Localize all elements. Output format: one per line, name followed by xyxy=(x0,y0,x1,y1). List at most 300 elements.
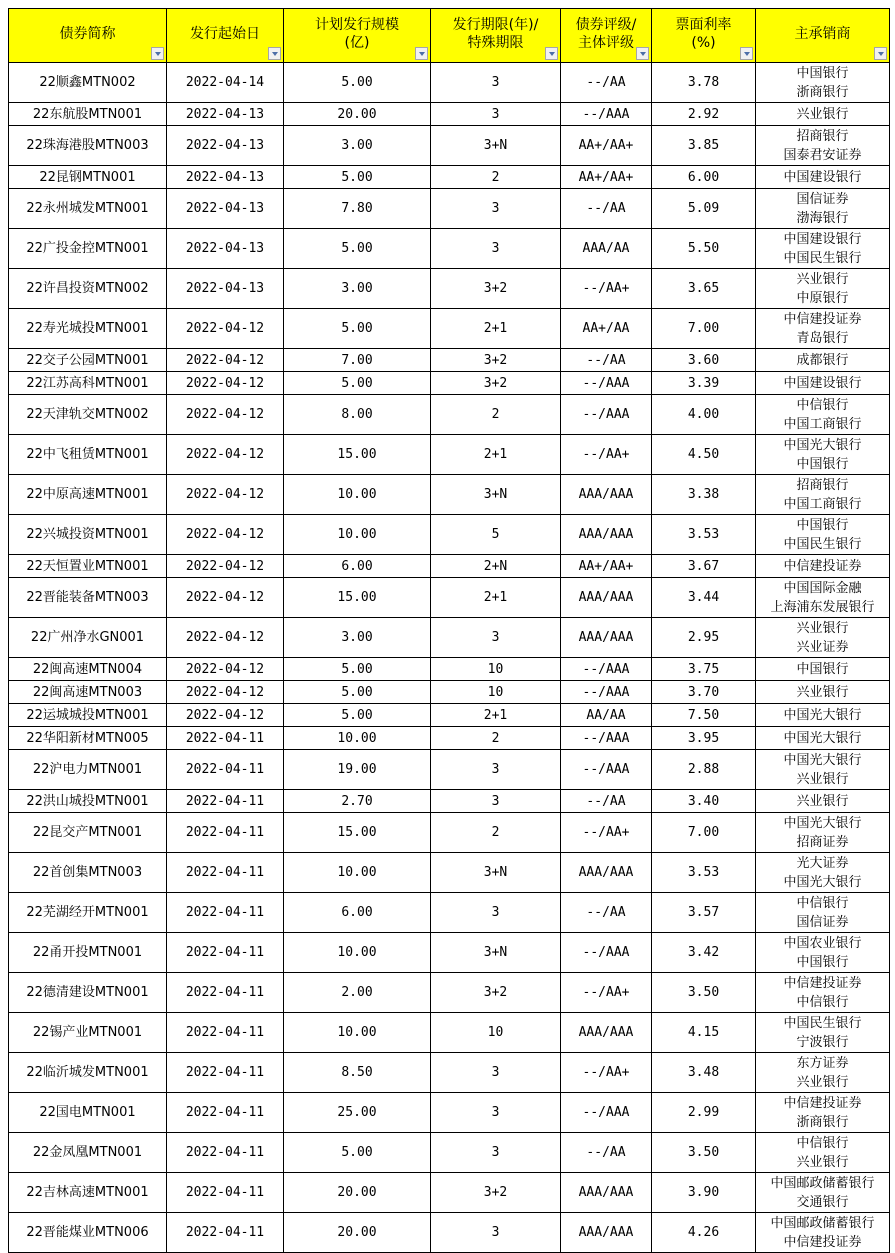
cell-issue-date: 2022-04-13 xyxy=(167,126,284,166)
underwriter-name: 兴业证券 xyxy=(796,639,849,655)
underwriter-name: 兴业银行 xyxy=(796,793,849,809)
cell-issue-size: 10.00 xyxy=(284,515,431,555)
table-row xyxy=(9,555,890,578)
cell-bond-name: 22吉林高速MTN001 xyxy=(9,1173,167,1213)
cell-coupon-rate: 2.99 xyxy=(652,1093,756,1133)
cell-term: 2 xyxy=(431,727,561,750)
cell-rating: --/AA+ xyxy=(561,1053,652,1093)
underwriter-name: 中国民生银行 xyxy=(783,1015,862,1031)
cell-rating: AAA/AAA xyxy=(561,853,652,893)
underwriter-name: 中国农业银行 xyxy=(783,935,862,951)
cell-rating: --/AAA xyxy=(561,395,652,435)
cell-issue-date: 2022-04-11 xyxy=(167,1093,284,1133)
table-row xyxy=(9,475,890,515)
cell-coupon-rate: 3.78 xyxy=(652,63,756,103)
cell-issue-size: 10.00 xyxy=(284,1013,431,1053)
table-row xyxy=(9,1013,890,1053)
cell-issue-size: 7.80 xyxy=(284,189,431,229)
cell-issue-date: 2022-04-12 xyxy=(167,555,284,578)
cell-underwriter xyxy=(756,790,890,813)
cell-term: 2 xyxy=(431,813,561,853)
table-row xyxy=(9,229,890,269)
cell-rating: --/AA xyxy=(561,189,652,229)
underwriter-name: 宁波银行 xyxy=(796,1034,849,1050)
cell-coupon-rate: 5.09 xyxy=(652,189,756,229)
cell-coupon-rate: 4.00 xyxy=(652,395,756,435)
cell-issue-size: 8.00 xyxy=(284,395,431,435)
table-row xyxy=(9,395,890,435)
table-row xyxy=(9,372,890,395)
header-term xyxy=(431,9,561,63)
cell-underwriter xyxy=(756,166,890,189)
cell-term: 3+2 xyxy=(431,349,561,372)
underwriter-name: 中国光大银行 xyxy=(783,437,862,453)
cell-issue-size: 3.00 xyxy=(284,618,431,658)
cell-coupon-rate: 7.00 xyxy=(652,309,756,349)
cell-term: 10 xyxy=(431,681,561,704)
underwriter-name: 中国民生银行 xyxy=(783,536,862,552)
underwriter-name: 上海浦东发展银行 xyxy=(770,599,875,615)
cell-underwriter xyxy=(756,1013,890,1053)
cell-underwriter xyxy=(756,126,890,166)
cell-underwriter xyxy=(756,853,890,893)
table-row xyxy=(9,309,890,349)
cell-term: 3+2 xyxy=(431,372,561,395)
underwriter-name: 中国光大银行 xyxy=(783,815,862,831)
cell-bond-name: 22天恒置业MTN001 xyxy=(9,555,167,578)
cell-issue-date: 2022-04-11 xyxy=(167,790,284,813)
cell-rating: AA+/AA+ xyxy=(561,166,652,189)
cell-issue-size: 20.00 xyxy=(284,1173,431,1213)
cell-issue-date: 2022-04-12 xyxy=(167,349,284,372)
table-row xyxy=(9,166,890,189)
cell-underwriter xyxy=(756,704,890,727)
cell-rating: --/AA+ xyxy=(561,269,652,309)
table-row xyxy=(9,704,890,727)
cell-term: 3 xyxy=(431,229,561,269)
cell-underwriter xyxy=(756,618,890,658)
cell-coupon-rate: 6.00 xyxy=(652,166,756,189)
cell-coupon-rate: 3.42 xyxy=(652,933,756,973)
cell-term: 2+1 xyxy=(431,309,561,349)
cell-term: 10 xyxy=(431,658,561,681)
underwriter-name: 青岛银行 xyxy=(796,330,849,346)
cell-coupon-rate: 3.95 xyxy=(652,727,756,750)
cell-issue-size: 10.00 xyxy=(284,853,431,893)
header-label: 发行起始日 xyxy=(190,25,260,42)
table-row xyxy=(9,349,890,372)
header-label: 计划发行规模 (亿) xyxy=(315,16,399,51)
cell-bond-name: 22中原高速MTN001 xyxy=(9,475,167,515)
cell-term: 3 xyxy=(431,618,561,658)
cell-bond-name: 22锡产业MTN001 xyxy=(9,1013,167,1053)
underwriter-name: 中信建投证券 xyxy=(783,311,862,327)
cell-underwriter xyxy=(756,349,890,372)
cell-issue-size: 6.00 xyxy=(284,555,431,578)
underwriter-name: 中国银行 xyxy=(796,65,849,81)
cell-underwriter xyxy=(756,63,890,103)
underwriter-name: 兴业银行 xyxy=(796,620,849,636)
cell-rating: --/AAA xyxy=(561,1093,652,1133)
header-underwriter xyxy=(756,9,890,63)
underwriter-name: 兴业银行 xyxy=(796,106,849,122)
cell-issue-date: 2022-04-11 xyxy=(167,853,284,893)
cell-underwriter xyxy=(756,555,890,578)
cell-issue-date: 2022-04-13 xyxy=(167,269,284,309)
cell-issue-date: 2022-04-12 xyxy=(167,578,284,618)
cell-rating: AA+/AA+ xyxy=(561,555,652,578)
underwriter-name: 中国国际金融 xyxy=(783,580,862,596)
cell-term: 2 xyxy=(431,395,561,435)
cell-coupon-rate: 3.75 xyxy=(652,658,756,681)
cell-bond-name: 22许昌投资MTN002 xyxy=(9,269,167,309)
cell-rating: AAA/AAA xyxy=(561,618,652,658)
cell-rating: --/AA+ xyxy=(561,813,652,853)
cell-rating: AAA/AAA xyxy=(561,578,652,618)
cell-underwriter xyxy=(756,475,890,515)
underwriter-name: 浙商银行 xyxy=(796,1114,849,1130)
cell-issue-date: 2022-04-12 xyxy=(167,372,284,395)
cell-rating: AA+/AA xyxy=(561,309,652,349)
header-label: 主承销商 xyxy=(794,25,851,42)
cell-coupon-rate: 3.50 xyxy=(652,973,756,1013)
header-bond-name xyxy=(9,9,167,63)
underwriter-name: 中信银行 xyxy=(796,994,849,1010)
underwriter-name: 中信银行 xyxy=(796,895,849,911)
cell-rating: --/AAA xyxy=(561,750,652,790)
table-row xyxy=(9,813,890,853)
cell-bond-name: 22金凤凰MTN001 xyxy=(9,1133,167,1173)
cell-term: 3 xyxy=(431,1213,561,1253)
header-rating xyxy=(561,9,652,63)
underwriter-name: 兴业银行 xyxy=(796,1154,849,1170)
cell-issue-size: 5.00 xyxy=(284,229,431,269)
cell-rating: --/AAA xyxy=(561,103,652,126)
cell-bond-name: 22交子公园MTN001 xyxy=(9,349,167,372)
cell-underwriter xyxy=(756,189,890,229)
cell-underwriter xyxy=(756,1133,890,1173)
cell-bond-name: 22江苏高科MTN001 xyxy=(9,372,167,395)
table-row xyxy=(9,269,890,309)
table-row xyxy=(9,853,890,893)
cell-bond-name: 22运城城投MTN001 xyxy=(9,704,167,727)
cell-bond-name: 22东航股MTN001 xyxy=(9,103,167,126)
cell-issue-date: 2022-04-11 xyxy=(167,1213,284,1253)
cell-issue-size: 5.00 xyxy=(284,658,431,681)
cell-rating: --/AA+ xyxy=(561,435,652,475)
cell-rating: AAA/AAA xyxy=(561,475,652,515)
cell-issue-size: 2.70 xyxy=(284,790,431,813)
underwriter-name: 中原银行 xyxy=(796,290,849,306)
header-label: 票面利率 (%) xyxy=(675,16,732,51)
underwriter-name: 中国建设银行 xyxy=(783,375,862,391)
cell-coupon-rate: 3.40 xyxy=(652,790,756,813)
cell-coupon-rate: 3.53 xyxy=(652,853,756,893)
cell-term: 3 xyxy=(431,893,561,933)
cell-term: 3+2 xyxy=(431,973,561,1013)
underwriter-name: 兴业银行 xyxy=(796,1074,849,1090)
cell-rating: AAA/AAA xyxy=(561,1173,652,1213)
cell-term: 3+N xyxy=(431,475,561,515)
table-row xyxy=(9,578,890,618)
cell-issue-size: 5.00 xyxy=(284,63,431,103)
cell-term: 3 xyxy=(431,750,561,790)
underwriter-name: 成都银行 xyxy=(796,352,849,368)
filter-dropdown-icon[interactable] xyxy=(268,47,281,60)
cell-issue-size: 15.00 xyxy=(284,813,431,853)
cell-bond-name: 22广投金控MTN001 xyxy=(9,229,167,269)
cell-rating: AA+/AA+ xyxy=(561,126,652,166)
cell-term: 2+1 xyxy=(431,435,561,475)
cell-issue-date: 2022-04-11 xyxy=(167,727,284,750)
table-row xyxy=(9,63,890,103)
cell-issue-date: 2022-04-11 xyxy=(167,1133,284,1173)
cell-issue-size: 6.00 xyxy=(284,893,431,933)
cell-coupon-rate: 5.50 xyxy=(652,229,756,269)
cell-bond-name: 22闽高速MTN004 xyxy=(9,658,167,681)
table-row xyxy=(9,790,890,813)
cell-underwriter xyxy=(756,1213,890,1253)
table-row xyxy=(9,681,890,704)
cell-issue-size: 15.00 xyxy=(284,578,431,618)
cell-rating: AAA/AAA xyxy=(561,1013,652,1053)
cell-rating: --/AA xyxy=(561,790,652,813)
cell-issue-size: 10.00 xyxy=(284,933,431,973)
cell-coupon-rate: 4.15 xyxy=(652,1013,756,1053)
cell-term: 3 xyxy=(431,1133,561,1173)
underwriter-name: 招商银行 xyxy=(796,477,849,493)
cell-term: 3+2 xyxy=(431,1173,561,1213)
cell-term: 3 xyxy=(431,103,561,126)
cell-issue-size: 5.00 xyxy=(284,309,431,349)
cell-issue-date: 2022-04-12 xyxy=(167,475,284,515)
cell-issue-size: 2.00 xyxy=(284,973,431,1013)
cell-issue-size: 8.50 xyxy=(284,1053,431,1093)
cell-bond-name: 22寿光城投MTN001 xyxy=(9,309,167,349)
header-label: 债券简称 xyxy=(59,25,116,42)
cell-bond-name: 22国电MTN001 xyxy=(9,1093,167,1133)
cell-coupon-rate: 3.38 xyxy=(652,475,756,515)
filter-dropdown-icon[interactable] xyxy=(415,47,428,60)
cell-bond-name: 22临沂城发MTN001 xyxy=(9,1053,167,1093)
cell-coupon-rate: 3.90 xyxy=(652,1173,756,1213)
cell-issue-date: 2022-04-12 xyxy=(167,435,284,475)
cell-issue-size: 15.00 xyxy=(284,435,431,475)
cell-rating: --/AA xyxy=(561,893,652,933)
cell-term: 3+2 xyxy=(431,269,561,309)
cell-underwriter xyxy=(756,1053,890,1093)
cell-underwriter xyxy=(756,1093,890,1133)
cell-bond-name: 22洪山城投MTN001 xyxy=(9,790,167,813)
filter-dropdown-icon[interactable] xyxy=(740,47,753,60)
cell-issue-date: 2022-04-11 xyxy=(167,1013,284,1053)
cell-term: 3+N xyxy=(431,853,561,893)
cell-issue-date: 2022-04-13 xyxy=(167,229,284,269)
cell-rating: --/AA xyxy=(561,1133,652,1173)
filter-dropdown-icon[interactable] xyxy=(874,47,887,60)
table-row xyxy=(9,103,890,126)
filter-dropdown-icon[interactable] xyxy=(545,47,558,60)
cell-coupon-rate: 4.50 xyxy=(652,435,756,475)
cell-rating: --/AAA xyxy=(561,658,652,681)
cell-underwriter xyxy=(756,578,890,618)
underwriter-name: 浙商银行 xyxy=(796,84,849,100)
cell-bond-name: 22顺鑫MTN002 xyxy=(9,63,167,103)
cell-term: 2+N xyxy=(431,555,561,578)
cell-underwriter xyxy=(756,269,890,309)
cell-issue-size: 5.00 xyxy=(284,704,431,727)
cell-issue-size: 5.00 xyxy=(284,372,431,395)
cell-issue-date: 2022-04-11 xyxy=(167,973,284,1013)
underwriter-name: 兴业银行 xyxy=(796,771,849,787)
table-row xyxy=(9,515,890,555)
cell-issue-size: 5.00 xyxy=(284,681,431,704)
underwriter-name: 中国光大银行 xyxy=(783,874,862,890)
cell-bond-name: 22首创集MTN003 xyxy=(9,853,167,893)
cell-issue-date: 2022-04-11 xyxy=(167,813,284,853)
cell-issue-size: 10.00 xyxy=(284,727,431,750)
cell-underwriter xyxy=(756,933,890,973)
cell-term: 2+1 xyxy=(431,704,561,727)
underwriter-name: 招商证券 xyxy=(796,834,849,850)
underwriter-name: 渤海银行 xyxy=(796,210,849,226)
cell-bond-name: 22闽高速MTN003 xyxy=(9,681,167,704)
underwriter-name: 国信证券 xyxy=(796,191,849,207)
cell-underwriter xyxy=(756,681,890,704)
cell-rating: --/AAA xyxy=(561,372,652,395)
underwriter-name: 中国银行 xyxy=(796,954,849,970)
table-row xyxy=(9,750,890,790)
underwriter-name: 中国建设银行 xyxy=(783,169,862,185)
cell-coupon-rate: 4.26 xyxy=(652,1213,756,1253)
cell-term: 3+N xyxy=(431,933,561,973)
underwriter-name: 中国银行 xyxy=(796,517,849,533)
cell-underwriter xyxy=(756,372,890,395)
table-row xyxy=(9,189,890,229)
cell-underwriter xyxy=(756,515,890,555)
cell-rating: --/AA xyxy=(561,349,652,372)
table-body xyxy=(9,63,890,1253)
cell-issue-size: 7.00 xyxy=(284,349,431,372)
cell-rating: AA/AA xyxy=(561,704,652,727)
cell-bond-name: 22天津轨交MTN002 xyxy=(9,395,167,435)
underwriter-name: 中国工商银行 xyxy=(783,416,862,432)
table-row xyxy=(9,618,890,658)
cell-bond-name: 22兴城投资MTN001 xyxy=(9,515,167,555)
cell-bond-name: 22晋能装备MTN003 xyxy=(9,578,167,618)
cell-underwriter xyxy=(756,750,890,790)
cell-coupon-rate: 7.00 xyxy=(652,813,756,853)
cell-underwriter xyxy=(756,395,890,435)
cell-coupon-rate: 3.50 xyxy=(652,1133,756,1173)
cell-coupon-rate: 3.85 xyxy=(652,126,756,166)
cell-issue-size: 5.00 xyxy=(284,1133,431,1173)
underwriter-name: 中国光大银行 xyxy=(783,730,862,746)
table-row xyxy=(9,1173,890,1213)
underwriter-name: 中国建设银行 xyxy=(783,231,862,247)
cell-issue-size: 10.00 xyxy=(284,475,431,515)
cell-coupon-rate: 3.48 xyxy=(652,1053,756,1093)
cell-rating: --/AAA xyxy=(561,933,652,973)
cell-term: 5 xyxy=(431,515,561,555)
cell-issue-date: 2022-04-11 xyxy=(167,893,284,933)
underwriter-name: 中国银行 xyxy=(796,661,849,677)
cell-issue-date: 2022-04-12 xyxy=(167,704,284,727)
cell-coupon-rate: 7.50 xyxy=(652,704,756,727)
cell-rating: AAA/AAA xyxy=(561,515,652,555)
header-label: 债券评级/ 主体评级 xyxy=(575,16,637,51)
underwriter-name: 国泰君安证券 xyxy=(783,147,862,163)
cell-issue-date: 2022-04-11 xyxy=(167,750,284,790)
cell-term: 3 xyxy=(431,790,561,813)
cell-term: 2+1 xyxy=(431,578,561,618)
cell-term: 3 xyxy=(431,1053,561,1093)
cell-issue-date: 2022-04-13 xyxy=(167,103,284,126)
table-row xyxy=(9,973,890,1013)
cell-issue-date: 2022-04-12 xyxy=(167,618,284,658)
cell-issue-date: 2022-04-13 xyxy=(167,189,284,229)
cell-bond-name: 22广州净水GN001 xyxy=(9,618,167,658)
cell-issue-size: 19.00 xyxy=(284,750,431,790)
underwriter-name: 中信银行 xyxy=(796,397,849,413)
cell-term: 3+N xyxy=(431,126,561,166)
cell-bond-name: 22中飞租赁MTN001 xyxy=(9,435,167,475)
cell-coupon-rate: 3.70 xyxy=(652,681,756,704)
cell-issue-size: 3.00 xyxy=(284,269,431,309)
cell-coupon-rate: 3.53 xyxy=(652,515,756,555)
underwriter-name: 中信建投证券 xyxy=(783,975,862,991)
underwriter-name: 中国邮政储蓄银行 xyxy=(770,1175,875,1191)
underwriter-name: 中信建投证券 xyxy=(783,558,862,574)
cell-issue-date: 2022-04-12 xyxy=(167,658,284,681)
underwriter-name: 交通银行 xyxy=(796,1194,849,1210)
cell-term: 3 xyxy=(431,1093,561,1133)
cell-rating: --/AA+ xyxy=(561,973,652,1013)
cell-coupon-rate: 3.60 xyxy=(652,349,756,372)
cell-term: 3 xyxy=(431,189,561,229)
cell-coupon-rate: 2.88 xyxy=(652,750,756,790)
cell-coupon-rate: 2.92 xyxy=(652,103,756,126)
table-row xyxy=(9,435,890,475)
underwriter-name: 中信建投证券 xyxy=(783,1095,862,1111)
cell-issue-date: 2022-04-12 xyxy=(167,681,284,704)
cell-bond-name: 22珠海港股MTN003 xyxy=(9,126,167,166)
cell-coupon-rate: 3.44 xyxy=(652,578,756,618)
header-coupon-rate xyxy=(652,9,756,63)
cell-issue-size: 20.00 xyxy=(284,103,431,126)
underwriter-name: 兴业银行 xyxy=(796,684,849,700)
filter-dropdown-icon[interactable] xyxy=(636,47,649,60)
underwriter-name: 中信银行 xyxy=(796,1135,849,1151)
filter-dropdown-icon[interactable] xyxy=(151,47,164,60)
header-row xyxy=(9,9,890,63)
cell-issue-date: 2022-04-11 xyxy=(167,1173,284,1213)
cell-issue-date: 2022-04-11 xyxy=(167,1053,284,1093)
bond-issuance-table xyxy=(8,8,890,1253)
underwriter-name: 兴业银行 xyxy=(796,271,849,287)
cell-term: 10 xyxy=(431,1013,561,1053)
underwriter-name: 中信建投证券 xyxy=(783,1234,862,1250)
underwriter-name: 中国民生银行 xyxy=(783,250,862,266)
cell-bond-name: 22永州城发MTN001 xyxy=(9,189,167,229)
cell-underwriter xyxy=(756,658,890,681)
underwriter-name: 东方证券 xyxy=(796,1055,849,1071)
underwriter-name: 中国银行 xyxy=(796,456,849,472)
cell-underwriter xyxy=(756,973,890,1013)
cell-coupon-rate: 3.57 xyxy=(652,893,756,933)
cell-issue-size: 25.00 xyxy=(284,1093,431,1133)
cell-bond-name: 22华阳新材MTN005 xyxy=(9,727,167,750)
